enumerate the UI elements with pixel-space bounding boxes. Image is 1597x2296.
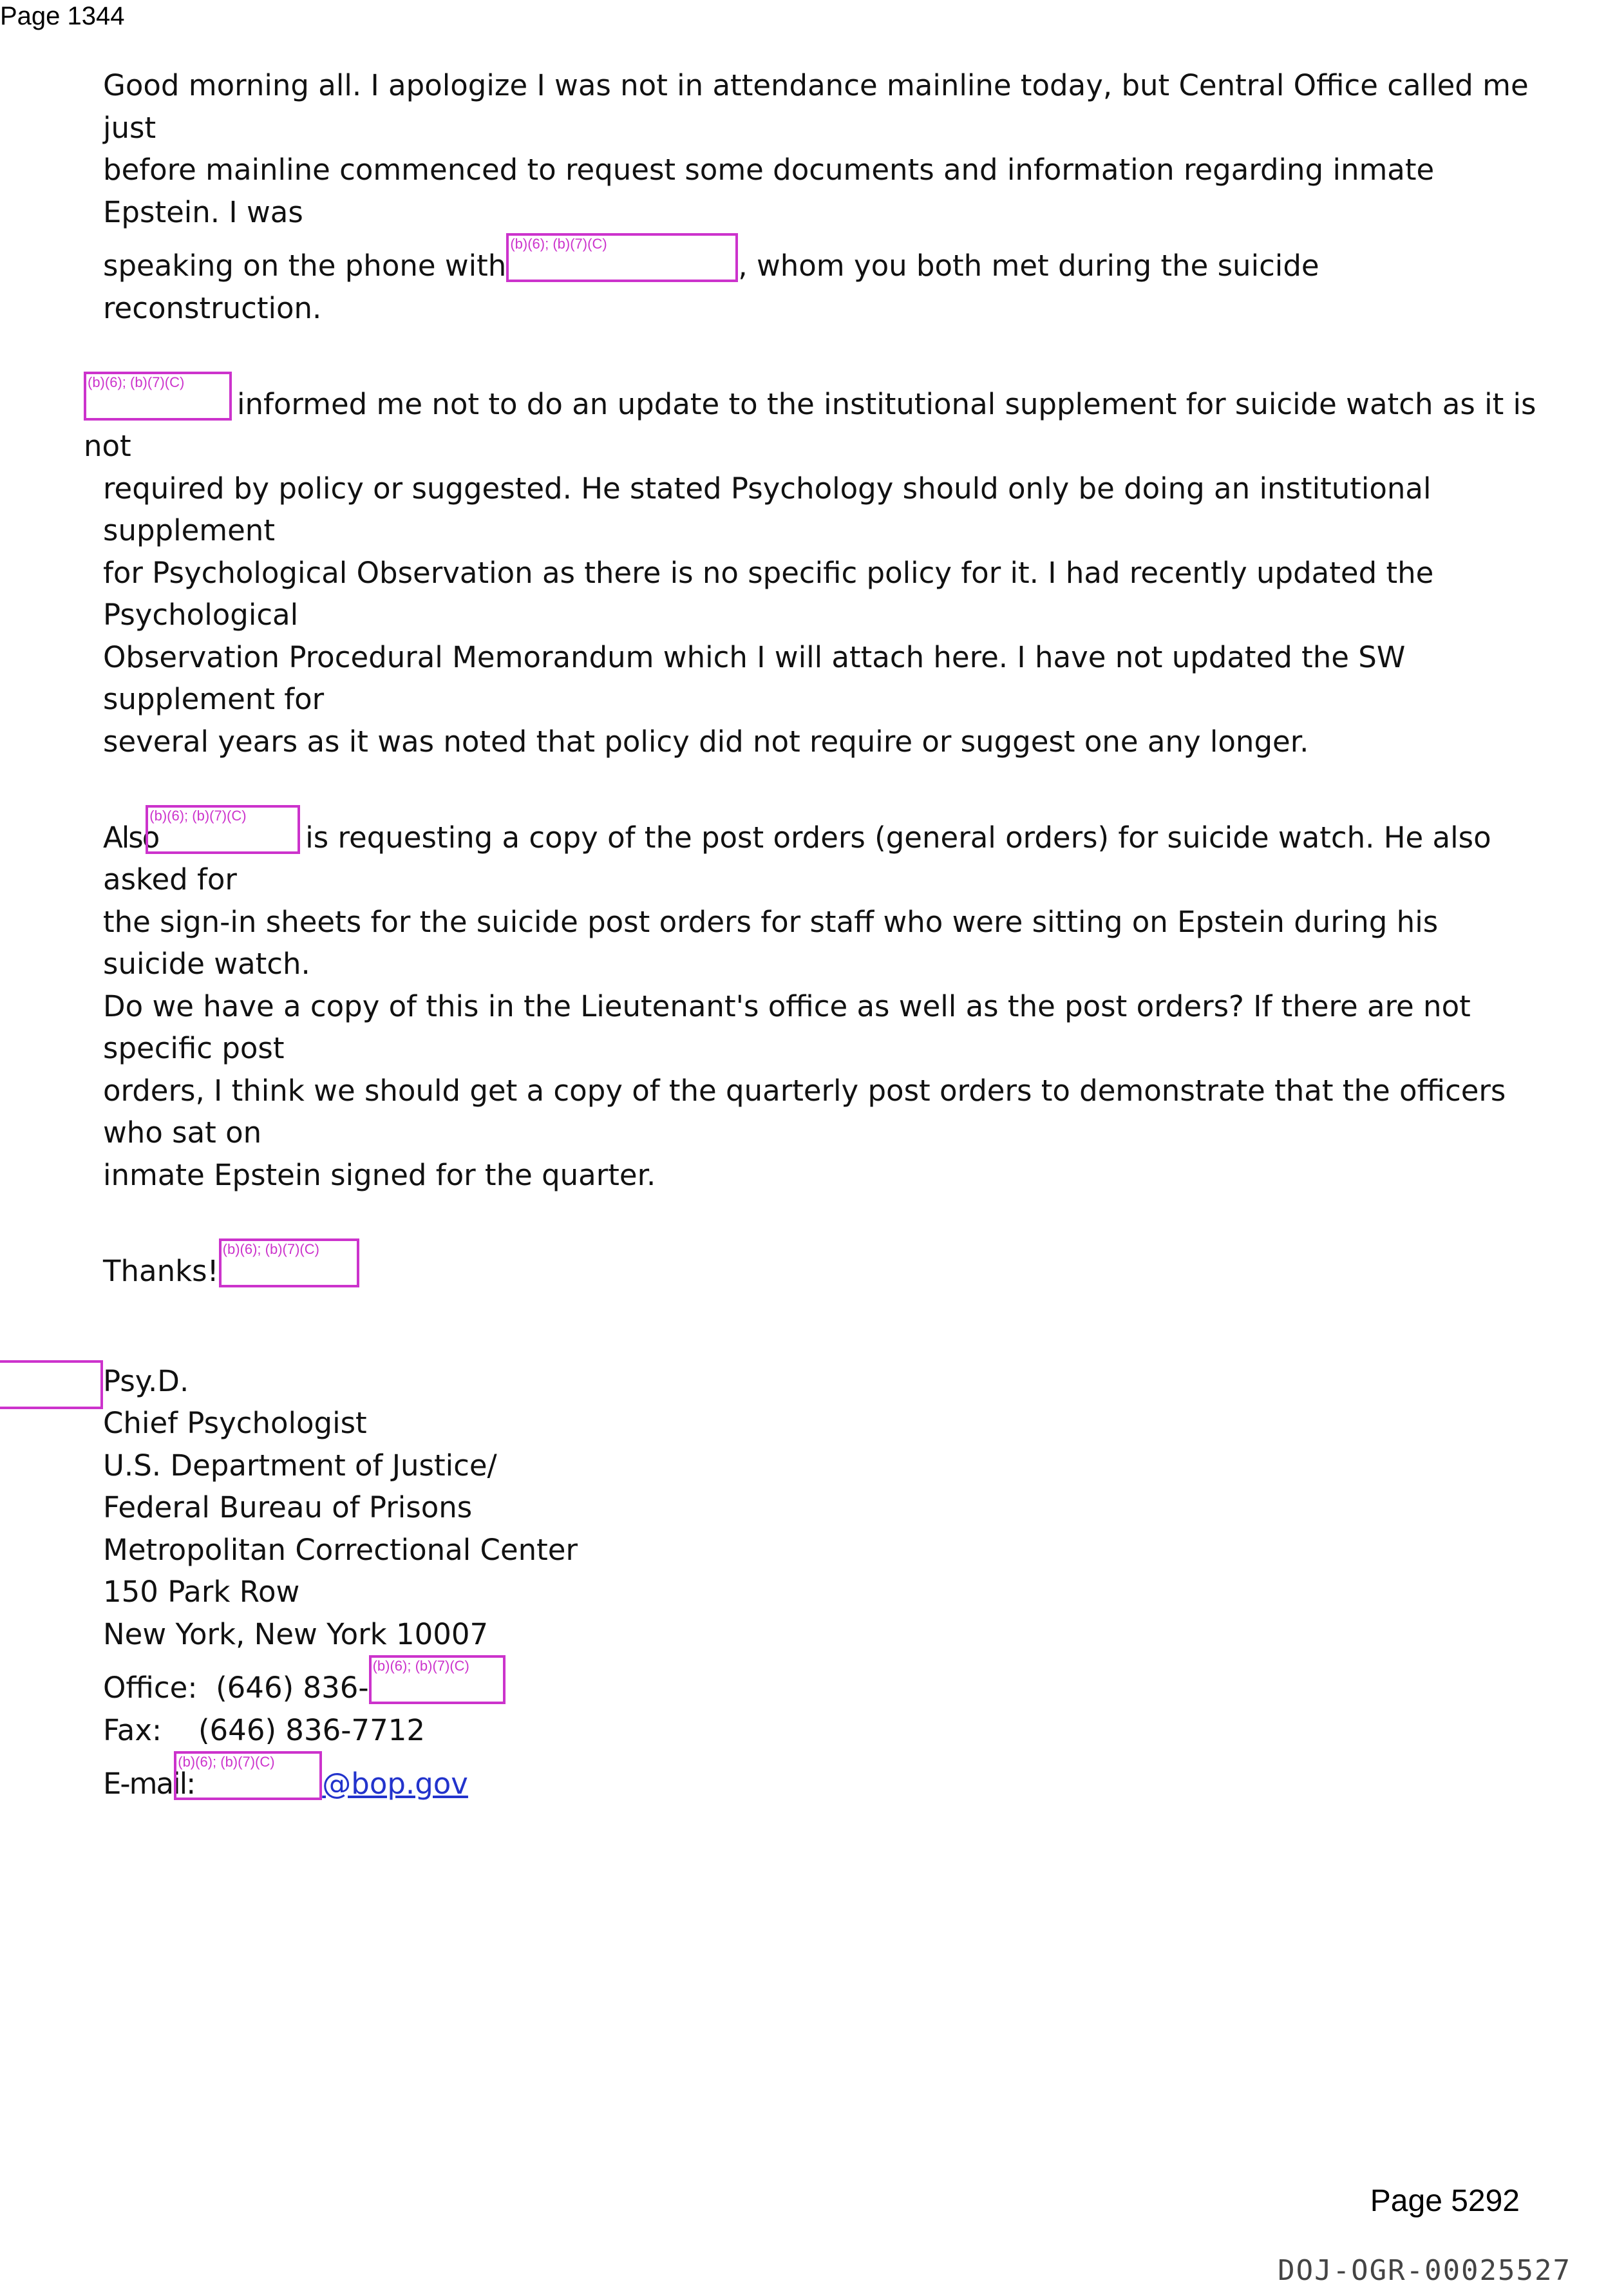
text-segment: , whom you both met during the suicide reconstruction. bbox=[103, 249, 1319, 325]
signature-title: Chief Psychologist bbox=[103, 1406, 367, 1440]
closing-line bbox=[103, 1238, 1539, 1293]
paragraph-1-line-2: before mainline commenced to request some documents and information regarding inmate Epstein. I was bbox=[103, 153, 1435, 229]
redaction-box bbox=[84, 372, 232, 421]
paragraph-2-line-1 bbox=[84, 372, 1539, 468]
redaction-box bbox=[369, 1655, 506, 1704]
email-label: E-mail: bbox=[103, 1767, 195, 1801]
redaction-box bbox=[0, 1360, 103, 1409]
text-segment: speaking on the phone with bbox=[103, 249, 507, 283]
signature-org-2: Federal Bureau of Prisons bbox=[103, 1490, 473, 1524]
paragraph-3-line-5: inmate Epstein signed for the quarter. bbox=[103, 1157, 656, 1192]
page-header-label: Page 1344 bbox=[0, 2, 125, 30]
signature-block bbox=[103, 1360, 1539, 1805]
redaction-code: (b)(6); (b)(7)(C) bbox=[178, 1754, 275, 1770]
fax-label: Fax: bbox=[103, 1713, 162, 1747]
paragraph-1-line-3 bbox=[103, 233, 1539, 329]
bates-number: DOJ-OGR-00025527 bbox=[1278, 2254, 1571, 2287]
redaction-box bbox=[146, 805, 300, 854]
fax-number: (646) 836-7712 bbox=[198, 1713, 425, 1747]
paragraph-3-line-3: Do we have a copy of this in the Lieutenant's office as well as the post orders? If there are not specific post bbox=[103, 989, 1471, 1065]
paragraph-2-line-5: several years as it was noted that policy did not require or suggest one any longer. bbox=[103, 724, 1309, 759]
signature-email-line bbox=[103, 1751, 1539, 1805]
office-number: (646) 836- bbox=[216, 1671, 369, 1705]
signature-city: New York, New York 10007 bbox=[103, 1617, 489, 1651]
text-segment: Also bbox=[103, 820, 159, 855]
redaction-code: (b)(6); (b)(7)(C) bbox=[510, 236, 607, 252]
email-link[interactable]: @bop.gov bbox=[322, 1767, 468, 1801]
signature-office-line bbox=[103, 1655, 1539, 1709]
text-segment: is requesting a copy of the post orders (general orders) for suicide watch. He also asked for bbox=[103, 820, 1491, 897]
redaction-box bbox=[174, 1751, 322, 1800]
paragraph-2-line-3: for Psychological Observation as there is no specific policy for it. I had recently updated the Psychological bbox=[103, 555, 1434, 632]
email-body bbox=[84, 64, 1539, 1805]
office-label: Office: bbox=[103, 1671, 198, 1705]
paragraph-1-line-1: Good morning all. I apologize I was not in attendance mainline today, but Central Office called me just bbox=[103, 68, 1529, 145]
signature-fax-line bbox=[103, 1709, 1539, 1752]
redaction-box bbox=[219, 1238, 359, 1287]
paragraph-2-line-2: required by policy or suggested. He stated Psychology should only be doing an institutional supplement bbox=[103, 471, 1432, 547]
redaction-code: (b)(6); (b)(7)(C) bbox=[372, 1658, 469, 1674]
redaction-code: (b)(6); (b)(7)(C) bbox=[88, 374, 185, 390]
paragraph-3-line-1 bbox=[103, 805, 1539, 901]
signature-name-line bbox=[103, 1360, 1539, 1403]
redaction-code: (b)(6); (b)(7)(C) bbox=[222, 1240, 319, 1257]
text-segment: informed me not to do an update to the institutional supplement for suicide watch as it is not bbox=[84, 386, 1536, 463]
signature-credential: Psy.D. bbox=[103, 1363, 189, 1398]
footer-page-number: Page 5292 bbox=[1370, 2184, 1520, 2218]
redaction-code: (b)(6); (b)(7)(C) bbox=[149, 807, 247, 824]
signature-facility: Metropolitan Correctional Center bbox=[103, 1532, 578, 1567]
paragraph-3-line-4: orders, I think we should get a copy of the quarterly post orders to demonstrate that the officers who sat on bbox=[103, 1073, 1506, 1150]
closing-text: Thanks! bbox=[103, 1253, 219, 1288]
paragraph-2-line-4: Observation Procedural Memorandum which I will attach here. I have not updated the SW supplement for bbox=[103, 640, 1406, 716]
redaction-box bbox=[506, 233, 738, 282]
signature-street: 150 Park Row bbox=[103, 1575, 300, 1609]
paragraph-3-line-2: the sign-in sheets for the suicide post orders for staff who were sitting on Epstein during his suicide watch. bbox=[103, 904, 1439, 981]
signature-org-1: U.S. Department of Justice/ bbox=[103, 1448, 497, 1483]
